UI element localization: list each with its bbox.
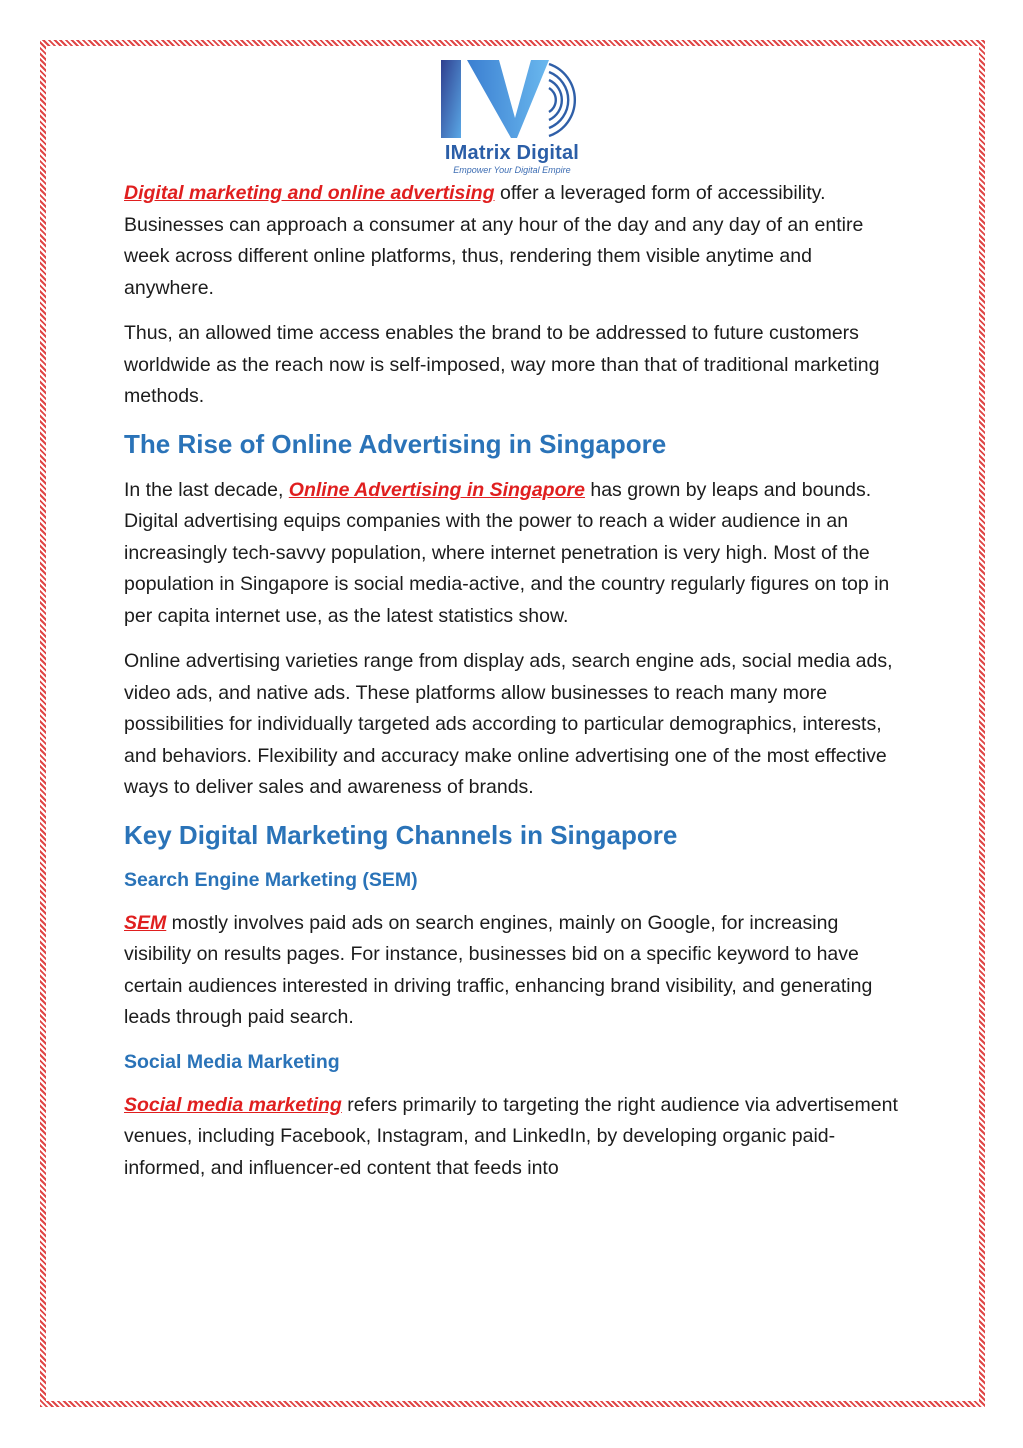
rise-paragraph-1-after: has grown by leaps and bounds. Digital advertising equips companies with the power to reach a wider audience in an increasingly tech-savvy population, where internet penetration is very high. Most of the population in Singapore is social media-active, and the country regularly figures on top in per capita internet use, as the latest statistics show.: [124, 478, 890, 627]
rise-paragraph-1: [124, 475, 904, 633]
online-advertising-link[interactable]: Online Advertising in Singapore: [288, 478, 585, 501]
channels-heading: Key Digital Marketing Channels in Singapore: [124, 819, 678, 850]
sem-paragraph: [124, 908, 904, 1034]
rise-paragraph-1-before: In the last decade,: [124, 478, 289, 501]
sem-paragraph-text: mostly involves paid ads on search engines, mainly on Google, for increasing visibility on results pages. For instance, businesses bid on a specific keyword to have certain audiences interested in driving traffic, enhancing brand visibility, and generating leads through paid search.: [124, 911, 873, 1028]
sem-subheading: Search Engine Marketing (SEM): [124, 868, 418, 891]
sem-link[interactable]: SEM: [124, 911, 167, 934]
rise-paragraph-2: Online advertising varieties range from display ads, search engine ads, social media ads, video ads, and native ads. These platforms allow businesses to reach many more possibilities for individually targeted ads according to particular demographics, interests, and behaviors. Flexibility and accuracy make online advertising one of the most effective ways to deliver sales and awareness of brands.: [124, 650, 893, 798]
logo-name: IMatrix Digital: [444, 142, 580, 164]
smm-paragraph: [124, 1090, 904, 1185]
logo-tagline: Empower Your Digital Empire: [453, 165, 571, 175]
intro-paragraph-2: Thus, an allowed time access enables the brand to be addressed to future customers worldwide as the reach now is self-imposed, way more than that of traditional marketing methods.: [124, 322, 880, 407]
logo-mark-icon: [437, 58, 587, 142]
intro-paragraph-1: [124, 178, 904, 304]
intro-paragraph-1-text: offer a leveraged form of accessibility. Businesses can approach a consumer at any hour of the day and any day of an entire week across different online platforms, thus, rendering them visible anytime and anywhere.: [124, 182, 864, 299]
smm-subheading: Social Media Marketing: [124, 1050, 340, 1073]
company-logo: [437, 58, 587, 176]
digital-marketing-link[interactable]: Digital marketing and online advertising: [124, 182, 495, 204]
rise-heading: The Rise of Online Advertising in Singapore: [124, 428, 667, 459]
social-media-marketing-link[interactable]: Social media marketing: [124, 1093, 342, 1116]
smm-paragraph-text: refers primarily to targeting the right audience via advertisement venues, including Facebook, Instagram, and LinkedIn, by developing organic paid-informed, and influencer-ed content that feeds into: [124, 1093, 898, 1179]
document-body: [124, 178, 904, 1198]
